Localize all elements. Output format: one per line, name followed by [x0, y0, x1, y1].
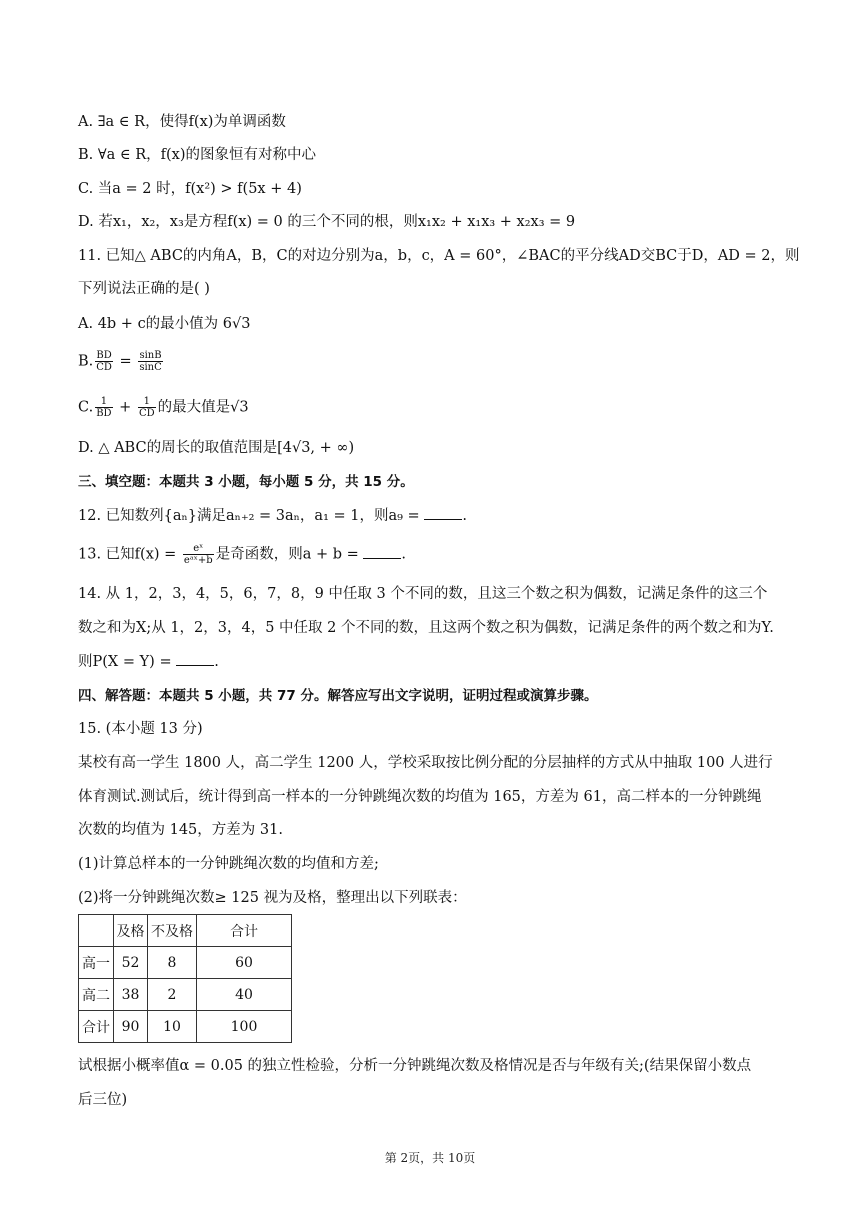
- q14-line3: [78, 651, 219, 673]
- table-cell: 8: [148, 947, 197, 979]
- section3-title: 三、填空题：本题共 3 小题，每小题 5 分，共 15 分。: [78, 474, 414, 490]
- table-cell: 90: [114, 1011, 148, 1043]
- q11-option-d: D. △ ABC的周长的取值范围是[4√3, + ∞): [78, 440, 355, 456]
- q10-option-b: B. ∀a ∈ R，f(x)的图象恒有对称中心: [78, 147, 316, 163]
- q11-c-prefix: C.: [78, 399, 94, 416]
- table-header-cell: [79, 915, 114, 947]
- table-cell: 60: [197, 947, 292, 979]
- table-cell: 10: [148, 1011, 197, 1043]
- q15-part2: (2)将一分钟跳绳次数≥ 125 视为及格，整理出以下列联表：: [78, 890, 467, 906]
- q11-b-frac2-num: sinB: [139, 350, 162, 361]
- q15-para-line2: 体育测试.测试后，统计得到高一样本的一分钟跳绳次数的均值为 165，方差为 61，高二样本的一分钟跳绳: [78, 789, 762, 805]
- q13-frac-num: eˣ: [183, 543, 214, 555]
- q12: [78, 505, 467, 527]
- q13-prefix: 13. 已知f(x) =: [78, 546, 177, 563]
- q15-after-line2: 后三位): [78, 1092, 128, 1108]
- q11-c-fraction-1: [95, 396, 112, 419]
- q13-suffix: 是奇函数，则a + b =: [215, 546, 359, 563]
- q15-para-line3: 次数的均值为 145，方差为 31.: [78, 822, 283, 838]
- q15-part1: (1)计算总样本的一分钟跳绳次数的均值和方差;: [78, 856, 379, 872]
- q12-text: 12. 已知数列{aₙ}满足aₙ₊₂ = 3aₙ，a₁ = 1，则a₉ =: [78, 508, 420, 524]
- q10-option-c: C. 当a = 2 时，f(x²) > f(5x + 4): [78, 181, 302, 197]
- table-row: [79, 947, 292, 979]
- q14-line2: 数之和为X;从 1，2，3，4，5 中任取 2 个不同的数，且这两个数之积为偶数，记满足条件的两个数之和为Y.: [78, 620, 774, 636]
- q14-line3-text: 则P(X = Y) =: [78, 654, 172, 670]
- q14-end: .: [214, 654, 219, 670]
- q11-option-b: [78, 350, 165, 373]
- table-header-row: [79, 915, 292, 947]
- q11-c-fraction-2: [138, 396, 156, 419]
- q11-b-fraction-2: [138, 350, 162, 373]
- q11-b-prefix: B.: [78, 353, 94, 370]
- table-row: [79, 1011, 292, 1043]
- q11-option-a: A. 4b + c的最小值为 6√3: [78, 316, 251, 332]
- section4-title: 四、解答题：本题共 5 小题，共 77 分。解答应写出文字说明，证明过程或演算步骤。: [78, 688, 598, 704]
- q11-stem-line1: 11. 已知△ ABC的内角A，B，C的对边分别为a，b，c，A = 60°，∠BAC的平分线AD交BC于D，AD = 2，则: [78, 248, 800, 264]
- q11-stem-line2: 下列说法正确的是( ): [78, 281, 210, 297]
- q14-line1: 14. 从 1，2，3，4，5，6，7，8，9 中任取 3 个不同的数，且这三个数之积为偶数，记满足条件的这三个: [78, 586, 768, 602]
- q14-answer-blank: [176, 651, 214, 666]
- q15-para-line1: 某校有高一学生 1800 人，高二学生 1200 人，学校采取按比例分配的分层抽样的方式从中抽取 100 人进行: [78, 755, 773, 771]
- table-cell: 38: [114, 979, 148, 1011]
- q13-fraction: [183, 543, 214, 566]
- table-cell: 100: [197, 1011, 292, 1043]
- table-cell: 40: [197, 979, 292, 1011]
- q11-b-frac1-den: CD: [96, 362, 112, 373]
- q13-answer-blank: [363, 544, 401, 559]
- q11-c-plus: +: [119, 399, 132, 416]
- q13-frac-den: eᵃˣ+b: [183, 555, 213, 566]
- contingency-table: [78, 914, 292, 1043]
- table-cell: 合计: [79, 1011, 114, 1043]
- table-cell: 高一: [79, 947, 114, 979]
- q11-b-frac2-den: sinC: [139, 362, 162, 373]
- q12-answer-blank: [424, 505, 462, 520]
- q12-end: .: [462, 508, 467, 524]
- q11-b-frac1-num: BD: [96, 350, 112, 361]
- table-row: [79, 979, 292, 1011]
- q10-option-d: D. 若x₁，x₂，x₃是方程f(x) = 0 的三个不同的根，则x₁x₂ + x₁x₃ + x₂x₃ = 9: [78, 214, 576, 230]
- q13: [78, 543, 406, 566]
- q15-header: 15. (本小题 13 分): [78, 721, 203, 737]
- table-header-cell: 合计: [197, 915, 292, 947]
- q11-c-frac1-den: BD: [96, 408, 112, 419]
- q11-c-frac2-num: 1: [138, 396, 156, 408]
- table-cell: 52: [114, 947, 148, 979]
- q11-c-frac2-den: CD: [138, 408, 155, 419]
- page-footer: 第 2页，共 10页: [384, 1151, 476, 1165]
- q10-option-a: A. ∃a ∈ R，使得f(x)为单调函数: [78, 114, 286, 130]
- q11-b-eq: =: [119, 353, 132, 370]
- q11-c-suffix: 的最大值是√3: [157, 399, 249, 416]
- q15-after-line1: 试根据小概率值α = 0.05 的独立性检验，分析一分钟跳绳次数及格情况是否与年级有关;(结果保留小数点: [78, 1058, 752, 1074]
- table-header-cell: 及格: [114, 915, 148, 947]
- q11-b-fraction-1: [95, 350, 113, 373]
- table-cell: 2: [148, 979, 197, 1011]
- q11-c-frac1-num: 1: [95, 396, 112, 408]
- table-header-cell: 不及格: [148, 915, 197, 947]
- q11-option-c: [78, 396, 249, 419]
- q13-end: .: [401, 546, 406, 563]
- table-cell: 高二: [79, 979, 114, 1011]
